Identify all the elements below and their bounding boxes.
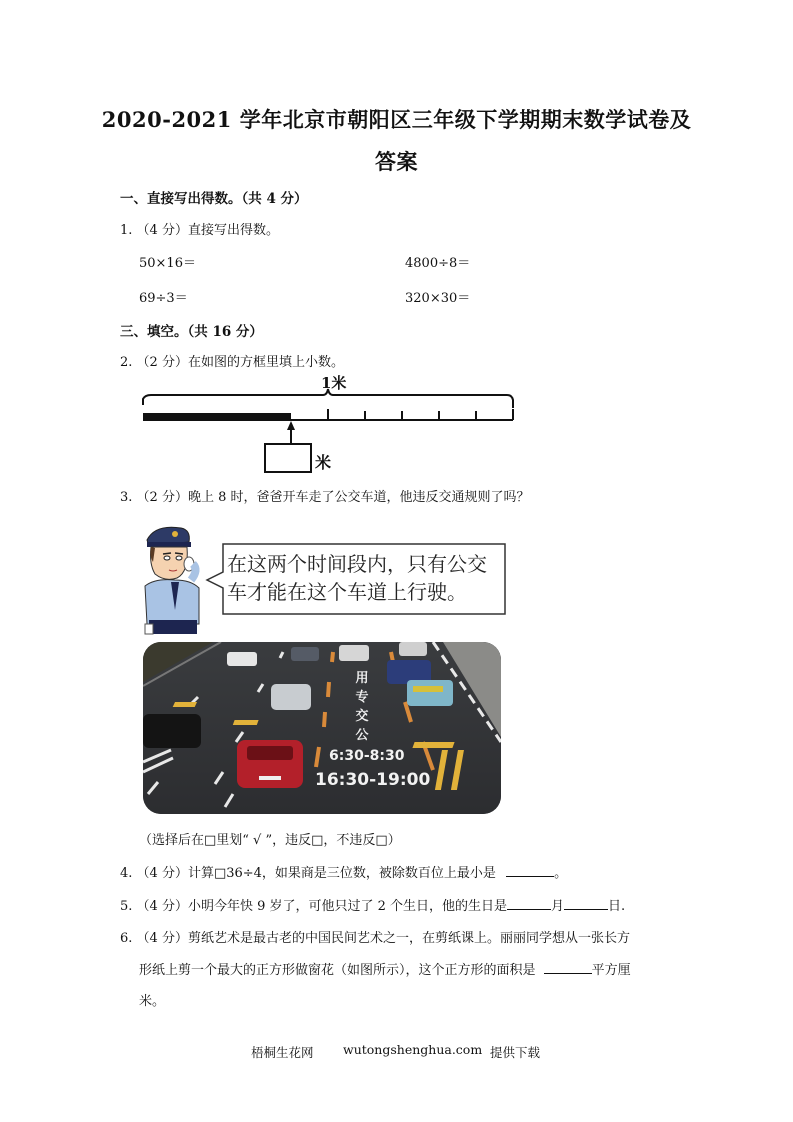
document-title-line1: 2020-2021 学年北京市朝阳区三年级下学期期末数学试卷及	[101, 107, 692, 132]
road-char-3: 交	[355, 709, 369, 724]
police-officer-icon	[135, 520, 215, 640]
question-3-prompt: 3. （2 分）晚上 8 时，爸爸开车走了公交车道，他违反交通规则了吗？	[120, 490, 530, 505]
ruler-figure	[137, 372, 517, 480]
road-char-4: 公	[355, 728, 369, 743]
q1-item-2: 4800÷8＝	[405, 256, 471, 271]
q4-end: 。	[554, 866, 568, 881]
question-4	[120, 862, 567, 881]
speech-line-1: 在这两个时间段内，只有公交	[227, 552, 487, 576]
ruler-total-label: 1米	[321, 374, 347, 392]
q5-month-label: 月	[551, 899, 565, 914]
footer-provide-download: 提供下载	[490, 1045, 541, 1060]
speech-line-2: 车才能在这个车道上行驶。	[227, 580, 467, 604]
question-6-line-1: 6. （4 分）剪纸艺术是最古老的中国民间艺术之一，在剪纸课上。丽丽同学想从一张长方	[120, 931, 630, 946]
footer-url[interactable]: wutongshenghua.com	[343, 1042, 483, 1057]
q1-item-1: 50×16＝	[139, 256, 196, 271]
document-title-line2: 答案	[375, 149, 418, 174]
road-char-1: 用	[355, 671, 369, 686]
footer-site-name: 梧桐生花网	[251, 1045, 314, 1060]
q4-answer-blank[interactable]	[506, 864, 554, 877]
question-4-prompt: 4. （4 分）计算□36÷4，如果商是三位数，被除数百位上最小是	[120, 866, 496, 881]
question-3-choice: （选择后在□里划“ √ ”，违反□，不违反□）	[139, 833, 401, 848]
q5-day-label: 日.	[608, 899, 626, 914]
question-6-line-3: 米。	[139, 994, 166, 1009]
bus-lane-chars	[352, 669, 372, 745]
section-heading-1: 一、直接写出得数。（共 4 分）	[120, 191, 308, 207]
question-6-line-2a: 形纸上剪一个最大的正方形做窗花（如图所示），这个正方形的面积是	[139, 963, 536, 978]
ruler-unit-label: 米	[315, 453, 332, 472]
section-heading-3: 三、填空。（共 16 分）	[120, 324, 263, 340]
q6-area-blank[interactable]	[544, 961, 592, 974]
q5-day-blank[interactable]	[564, 897, 608, 910]
speech-bubble	[205, 542, 507, 616]
question-1-prompt: 1. （4 分）直接写出得数。	[120, 223, 279, 238]
bus-lane-time-1: 6:30-8:30	[329, 748, 405, 764]
q5-month-blank[interactable]	[507, 897, 551, 910]
question-6-line-2	[139, 959, 631, 978]
question-2-prompt: 2. （2 分）在如图的方框里填上小数。	[120, 355, 344, 370]
bus-lane-time-2: 16:30-19:00	[315, 770, 431, 790]
q1-item-3: 69÷3＝	[139, 291, 188, 306]
bus-lane-photo	[143, 642, 501, 814]
road-char-2: 专	[355, 690, 369, 705]
traffic-police-cartoon	[135, 520, 515, 640]
question-5-prompt: 5. （4 分）小明今年快 9 岁了，可他只过了 2 个生日，他的生日是	[120, 899, 508, 914]
question-5	[120, 895, 625, 914]
q1-item-4: 320×30＝	[405, 291, 471, 306]
question-6-line-2b: 平方厘	[591, 963, 631, 978]
